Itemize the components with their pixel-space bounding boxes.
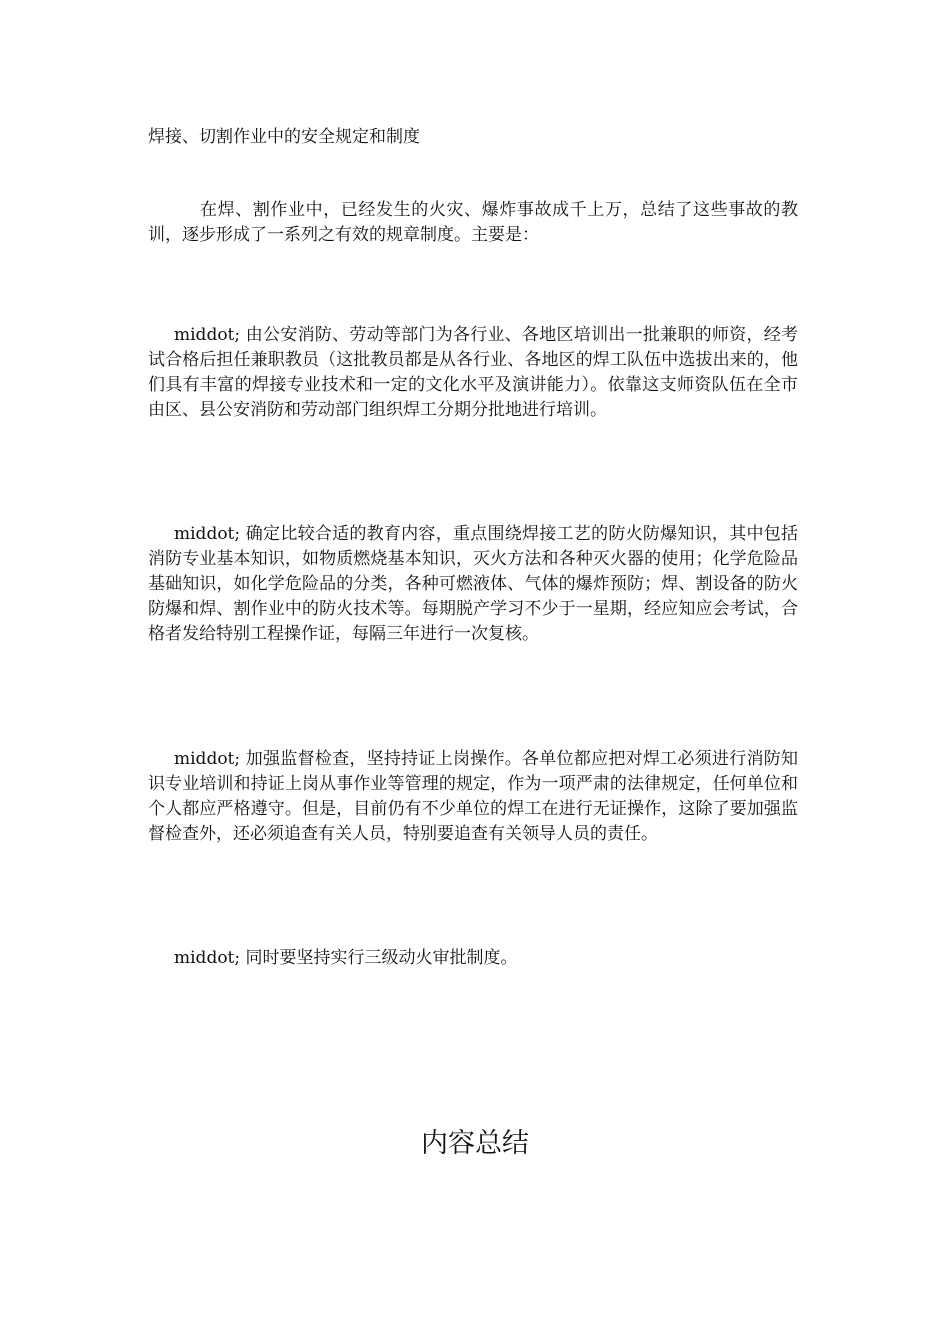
bullet-paragraph-1: middot; 由公安消防、劳动等部门为各行业、各地区培训出一批兼职的师资，经考试合格后担任兼职教员（这批教员都是从各行业、各地区的焊工队伍中选拔出来的，他们具有丰富的焊接专业技术和一定的文化水平及演讲能力）。依靠这支师资队伍在全市由区、县公安消防和劳动部门组织焊工分期分批地进行培训。 xyxy=(148,325,798,420)
bullet-paragraph-4: middot; 同时要坚持实行三级动火审批制度。 xyxy=(174,948,518,968)
intro-paragraph: 在焊、割作业中，已经发生的火灾、爆炸事故成千上万，总结了这些事故的教训，逐步形成了一系列之有效的规章制度。主要是： xyxy=(148,200,798,245)
summary-heading: 内容总结 xyxy=(421,1128,529,1159)
document-title: 焊接、切割作业中的安全规定和制度 xyxy=(148,127,420,147)
bullet-paragraph-3: middot; 加强监督检查，坚持持证上岗操作。各单位都应把对焊工必须进行消防知识专业培训和持证上岗从事作业等管理的规定，作为一项严肃的法律规定，任何单位和个人都应严格遵守。但是，目前仍有不少单位的焊工在进行无证操作，这除了要加强监督检查外，还必须追查有关人员，特别要追查有关领导人员的责任。 xyxy=(148,749,798,844)
bullet-paragraph-2: middot; 确定比较合适的教育内容，重点围绕焊接工艺的防火防爆知识，其中包括消防专业基本知识，如物质燃烧基本知识，灭火方法和各种灭火器的使用；化学危险品基础知识，如化学危险品的分类，各种可燃液体、气体的爆炸预防；焊、割设备的防火防爆和焊、割作业中的防火技术等。每期脱产学习不少于一星期，经应知应会考试，合格者发给特别工程操作证，每隔三年进行一次复核。 xyxy=(148,524,798,644)
